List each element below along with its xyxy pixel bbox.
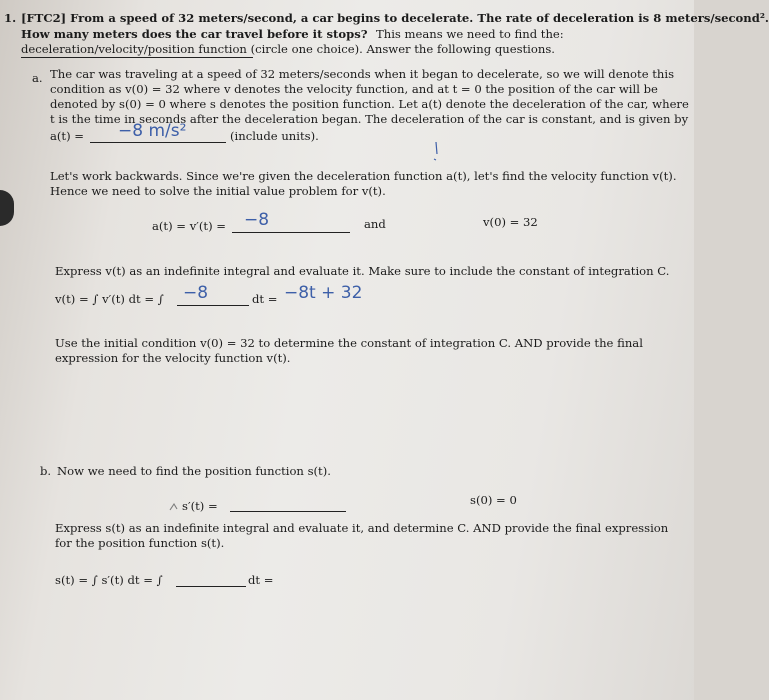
s-prime-label: s′(t) = <box>182 499 218 513</box>
part-b-label: b. <box>40 464 52 478</box>
s-prime-blank <box>230 511 346 512</box>
backwards-line-2: Hence we need to solve the initial value problem for v(t). <box>50 184 386 198</box>
part-a-line-4: t is the time in seconds after the deceleration began. The deceleration of the car is constant, and is given by <box>50 112 689 126</box>
pen-mark-icon <box>168 500 180 514</box>
ivp-answer: −8 <box>244 210 270 230</box>
s-initial-condition: s(0) = 0 <box>470 493 517 507</box>
express-v-instruction: Express v(t) as an indefinite integral and evaluate it. Make sure to include the constant of integration C. <box>55 264 670 278</box>
problem-choice-text: deceleration/velocity/position function (circle one choice). Answer the following questions. <box>21 42 555 56</box>
initial-condition-line-2: expression for the velocity function v(t). <box>55 351 291 365</box>
ivp-initial-condition: v(0) = 32 <box>483 215 538 229</box>
backwards-line-1: Let's work backwards. Since we're given the deceleration function a(t), let's find the velocity function v(t). <box>50 169 677 183</box>
v-integral-result: −8t + 32 <box>284 283 363 303</box>
a-of-t-blank <box>90 142 226 143</box>
problem-find-text: This means we need to find the: <box>376 27 564 41</box>
v-integral-blank <box>177 305 249 306</box>
part-a-line-1: The car was traveling at a speed of 32 meters/seconds when it began to decelerate, so we will denote this <box>50 67 675 81</box>
part-a-line-2: condition as v(0) = 32 where v denotes the velocity function, and at t = 0 the position of the car will be <box>50 82 658 96</box>
choice-underline <box>21 57 253 58</box>
problem-title: [FTC2] From a speed of 32 meters/second, a car begins to decelerate. The rate of deceleration is 8 meters/second². <box>21 11 769 25</box>
ivp-and: and <box>364 217 386 231</box>
initial-condition-line-1: Use the initial condition v(0) = 32 to determine the constant of integration C. AND provide the final <box>55 336 643 350</box>
part-b-intro: Now we need to find the position function s(t). <box>57 464 331 478</box>
s-integral-blank <box>176 586 246 587</box>
express-s-line-1: Express s(t) as an indefinite integral and evaluate it, and determine C. AND provide the final expression <box>55 521 669 535</box>
s-integral-left: s(t) = ∫ s′(t) dt = ∫ <box>55 573 163 587</box>
v-integral-dt: dt = <box>252 292 278 306</box>
ivp-left: a(t) = v′(t) = <box>152 219 226 233</box>
v-integral-answer: −8 <box>183 283 209 303</box>
units-note: (include units). <box>230 129 319 143</box>
s-integral-dt: dt = <box>248 573 274 587</box>
problem-question: How many meters does the car travel before it stops? <box>21 27 368 41</box>
part-a-label: a. <box>32 71 43 85</box>
a-of-t-answer: −8 m/s² <box>118 121 187 141</box>
v-integral-left: v(t) = ∫ v′(t) dt = ∫ <box>55 292 164 306</box>
ivp-blank <box>232 232 350 233</box>
a-of-t-label: a(t) = <box>50 129 85 143</box>
pen-mark-icon <box>428 140 448 162</box>
problem-number: 1. <box>4 11 17 25</box>
page-edge-shadow <box>0 190 14 226</box>
express-s-line-2: for the position function s(t). <box>55 536 225 550</box>
part-a-line-3: denoted by s(0) = 0 where s denotes the position function. Let a(t) denote the deceleration of the car, where <box>50 97 689 111</box>
